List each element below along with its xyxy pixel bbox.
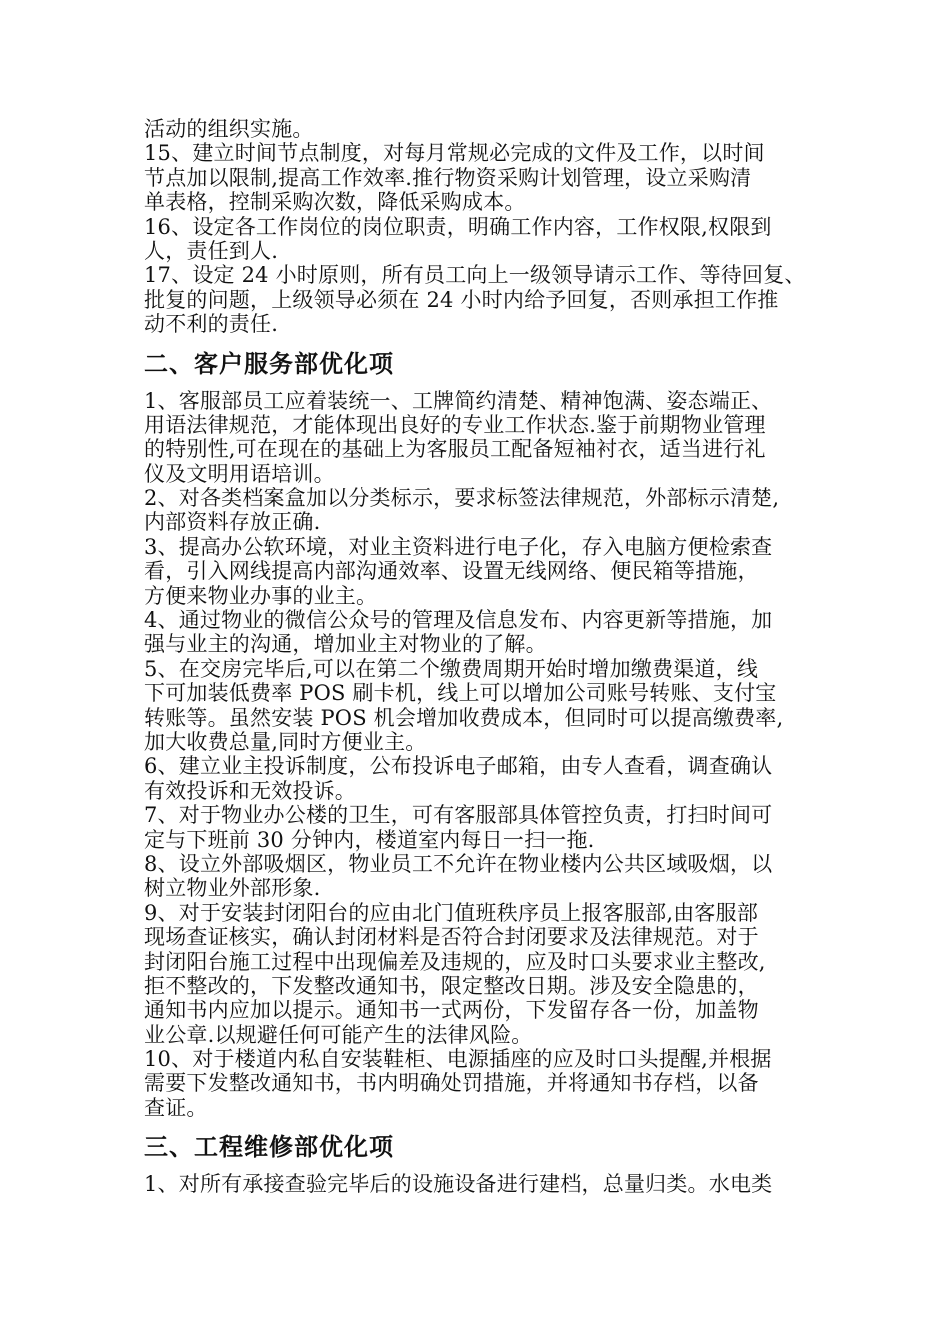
text-line: 下可加装低费率 POS 刷卡机，线上可以增加公司账号转账、支付宝 <box>144 681 777 706</box>
text-line: 转账等。虽然安装 POS 机会增加收费成本，但同时可以提高缴费率, <box>144 705 784 730</box>
text-line: 内部资料存放正确. <box>144 510 321 535</box>
text-line: 3、提高办公软环境，对业主资料进行电子化，存入电脑方便检索查 <box>144 534 773 559</box>
text-line: 4、通过物业的微信公众号的管理及信息发布、内容更新等措施，加 <box>144 608 773 633</box>
text-line: 定与下班前 30 分钟内，楼道室内每日一扫一拖. <box>144 827 595 852</box>
text-line: 1、对所有承接查验完毕后的设施设备进行建档，总量归类。水电类 <box>144 1172 773 1197</box>
document-page <box>144 117 812 1197</box>
text-line: 用语法律规范，才能体现出良好的专业工作状态.鉴于前期物业管理 <box>144 412 766 437</box>
text-line: 2、对各类档案盒加以分类标示，要求标签法律规范，外部标示清楚, <box>144 486 780 511</box>
text-line: 方便来物业办事的业主。 <box>144 583 378 608</box>
text-line: 需要下发整改通知书，书内明确处罚措施，并将通知书存档，以备 <box>144 1071 759 1096</box>
text-line: 的特别性,可在现在的基础上为客服员工配备短袖衬衣，适当进行礼 <box>144 437 766 462</box>
text-line: 活动的组织实施。 <box>144 117 314 141</box>
text-line: 9、对于安装封闭阳台的应由北门值班秩序员上报客服部,由客服部 <box>144 900 759 925</box>
text-line: 单表格，控制采购次数，降低采购成本。 <box>144 190 526 215</box>
text-line: 查证。 <box>144 1095 208 1120</box>
text-line: 人，责任到人. <box>144 238 279 263</box>
text-line: 16、设定各工作岗位的岗位职责，明确工作内容，工作权限,权限到 <box>144 214 772 239</box>
text-line: 拒不整改的，下发整改通知书，限定整改日期。涉及安全隐患的， <box>144 973 759 998</box>
text-line: 节点加以限制,提高工作效率.推行物资采购计划管理，设立采购清 <box>144 165 752 190</box>
text-line: 5、在交房完毕后,可以在第二个缴费周期开始时增加缴费渠道，线 <box>144 656 759 681</box>
text-line: 动不利的责任. <box>144 312 279 337</box>
text-line: 6、建立业主投诉制度，公布投诉电子邮箱，由专人查看，调查确认 <box>144 754 773 779</box>
text-line: 17、设定 24 小时原则，所有员工向上一级领导请示工作、等待回复、 <box>144 263 806 288</box>
text-line: 7、对于物业办公楼的卫生，可有客服部具体管控负责，打扫时间可 <box>144 803 773 828</box>
section-heading: 二、客户服务部优化项 <box>144 349 394 378</box>
text-line: 看，引入网线提高内部沟通效率、设置无线网络、便民箱等措施， <box>144 559 759 584</box>
text-line: 8、设立外部吸烟区，物业员工不允许在物业楼内公共区域吸烟，以 <box>144 851 773 876</box>
text-line: 通知书内应加以提示。通知书一式两份，下发留存各一份，加盖物 <box>144 998 759 1023</box>
text-line: 加大收费总量,同时方便业主。 <box>144 729 427 754</box>
text-line: 强与业主的沟通，增加业主对物业的了解。 <box>144 632 547 657</box>
text-line: 10、对于楼道内私自安装鞋柜、电源插座的应及时口头提醒,并根据 <box>144 1047 772 1072</box>
text-line: 树立物业外部形象. <box>144 876 321 901</box>
text-line: 1、客服部员工应着装统一、工牌简约清楚、精神饱满、姿态端正、 <box>144 388 773 413</box>
text-line: 现场查证核实，确认封闭材料是否符合封闭要求及法律规范。对于 <box>144 925 759 950</box>
text-line: 仪及文明用语培训。 <box>144 461 335 486</box>
text-line: 15、建立时间节点制度，对每月常规必完成的文件及工作，以时间 <box>144 141 765 166</box>
text-line: 批复的问题，上级领导必须在 24 小时内给予回复，否则承担工作推 <box>144 287 779 312</box>
text-line: 有效投诉和无效投诉。 <box>144 778 356 803</box>
section-heading: 三、工程维修部优化项 <box>144 1133 394 1162</box>
text-line: 封闭阳台施工过程中出现偏差及违规的，应及时口头要求业主整改, <box>144 949 766 974</box>
text-line: 业公章.以规避任何可能产生的法律风险。 <box>144 1022 533 1047</box>
